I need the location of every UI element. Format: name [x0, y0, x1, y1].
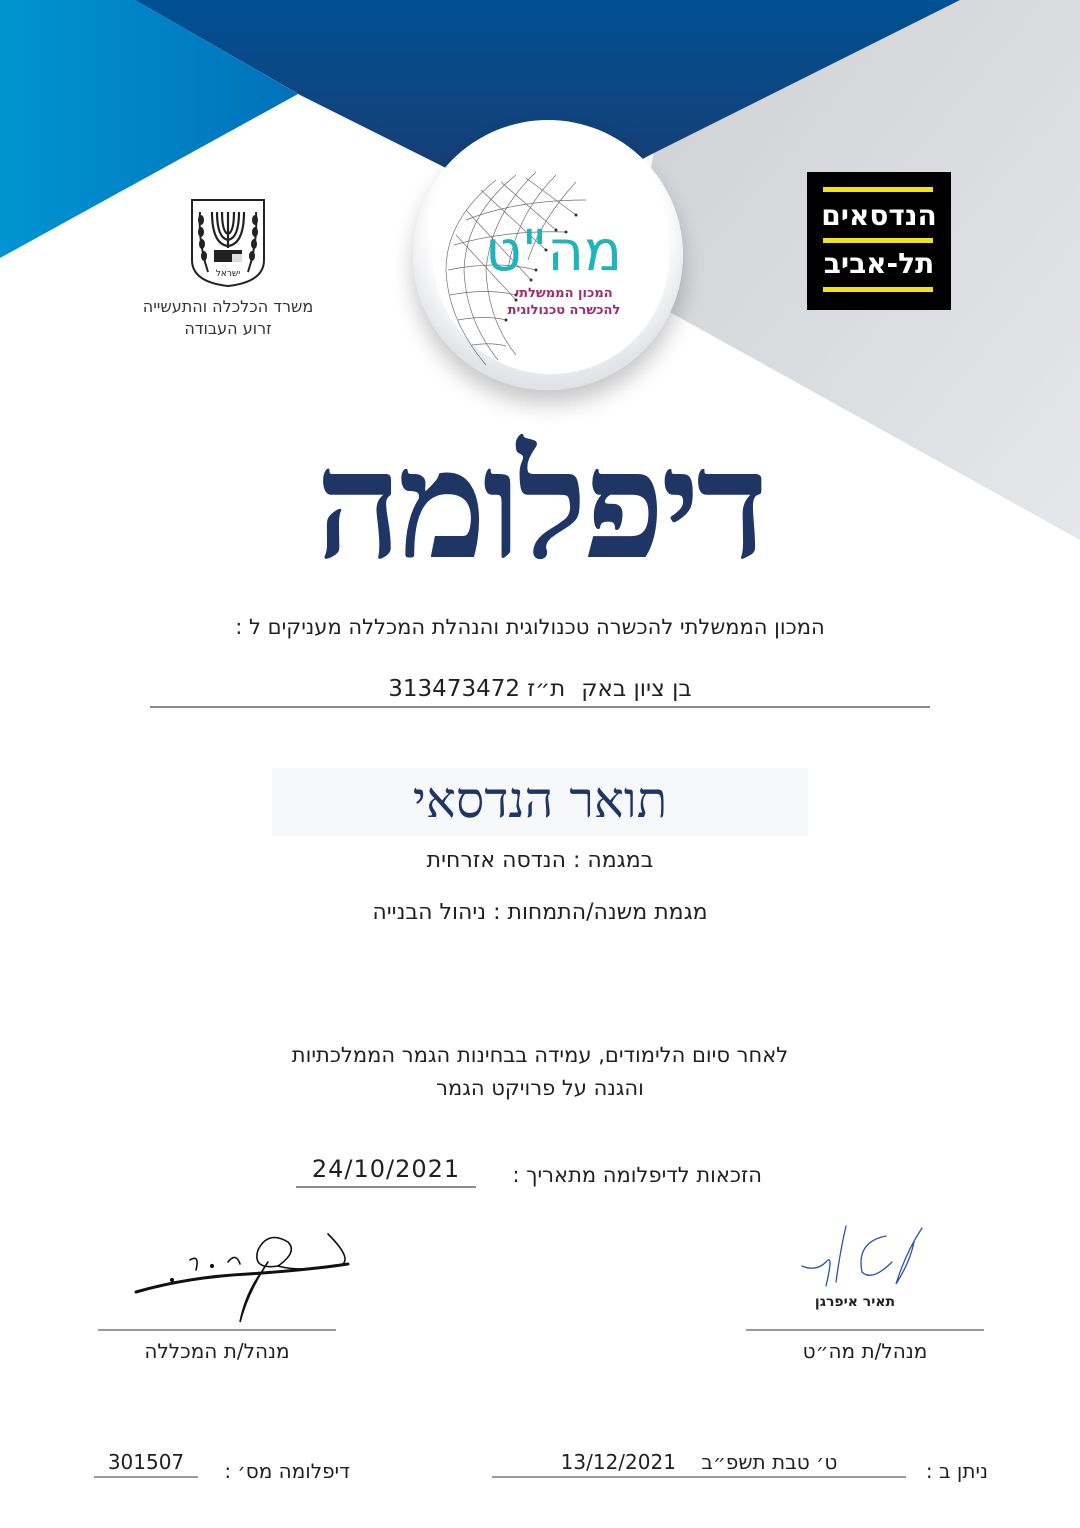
sub-major-value: ניהול הבנייה	[372, 900, 487, 925]
issued-hebrew-date: ט׳ טבת תשפ״ב	[701, 1450, 838, 1474]
major-line	[200, 846, 880, 876]
ministry-logo	[110, 198, 346, 340]
issued-gregorian-date: 13/12/2021	[560, 1450, 676, 1474]
issued-label: ניתן ב :	[925, 1459, 988, 1483]
logo-stripe	[823, 287, 933, 292]
recipient-name: בן ציון באק	[581, 676, 692, 702]
ministry-name: משרד הכלכלה והתעשייה	[142, 297, 314, 316]
major-label: במגמה :	[572, 848, 654, 873]
issued-date-field	[492, 1448, 906, 1478]
diploma-number: 301507	[94, 1448, 198, 1478]
degree-title: תואר הנדסאי	[412, 771, 668, 829]
recipient-id-number: 313473472	[388, 676, 520, 702]
eligibility-field	[290, 1152, 780, 1192]
mahat-signer-name: תאיר איפרגן	[814, 1294, 896, 1310]
college-signature-line	[98, 1329, 336, 1331]
mahat-signature-title: מנהל/ת מה״ט	[802, 1339, 928, 1363]
logo-stripe	[823, 238, 933, 243]
sub-major-line	[200, 898, 880, 928]
logo-stripe	[823, 187, 933, 192]
college-signature-title: מנהל/ת המכללה	[144, 1339, 290, 1363]
mahat-subtitle-line2: להכשרה טכנולוגית	[507, 303, 621, 318]
grant-statement: המכון הממשלתי להכשרה טכנולוגית והנהלת המכללה מעניקים ל :	[235, 615, 825, 639]
mahat-signature-icon	[796, 1222, 928, 1292]
logo-line2: תל-אביב	[823, 247, 935, 280]
completion-line1: לאחר סיום הלימודים, עמידה בבחינות הגמר הממלכתיות	[291, 1043, 789, 1067]
svg-text:ישראל: ישראל	[215, 269, 241, 279]
college-signature-icon	[128, 1222, 358, 1328]
major-value: הנדסה אזרחית	[426, 848, 566, 873]
mahat-wordmark: מה"ט	[485, 219, 622, 284]
recipient-id-label: ת״ז	[527, 676, 566, 702]
mahat-subtitle	[500, 285, 628, 319]
completion-line2: והגנה על פרויקט הגמר	[436, 1076, 644, 1100]
sub-major-label: מגמת משנה/התמחות :	[493, 900, 708, 925]
eligibility-label: הזכאות לדיפלומה מתאריך :	[512, 1163, 762, 1187]
page-title: דיפלומה	[315, 417, 765, 593]
mahat-subtitle-line1: המכון הממשלתי	[515, 286, 613, 301]
eligibility-date: 24/10/2021	[296, 1152, 476, 1188]
engineers-tlv-logo	[807, 172, 951, 310]
logo-line1: הנדסאים	[821, 199, 937, 232]
ministry-division: זרוע העבודה	[184, 319, 272, 338]
recipient-field	[150, 672, 930, 708]
diploma-number-label: דיפלומה מס׳ :	[224, 1459, 350, 1483]
state-emblem-menorah-icon	[190, 198, 266, 288]
mahat-signature-line	[746, 1329, 984, 1331]
